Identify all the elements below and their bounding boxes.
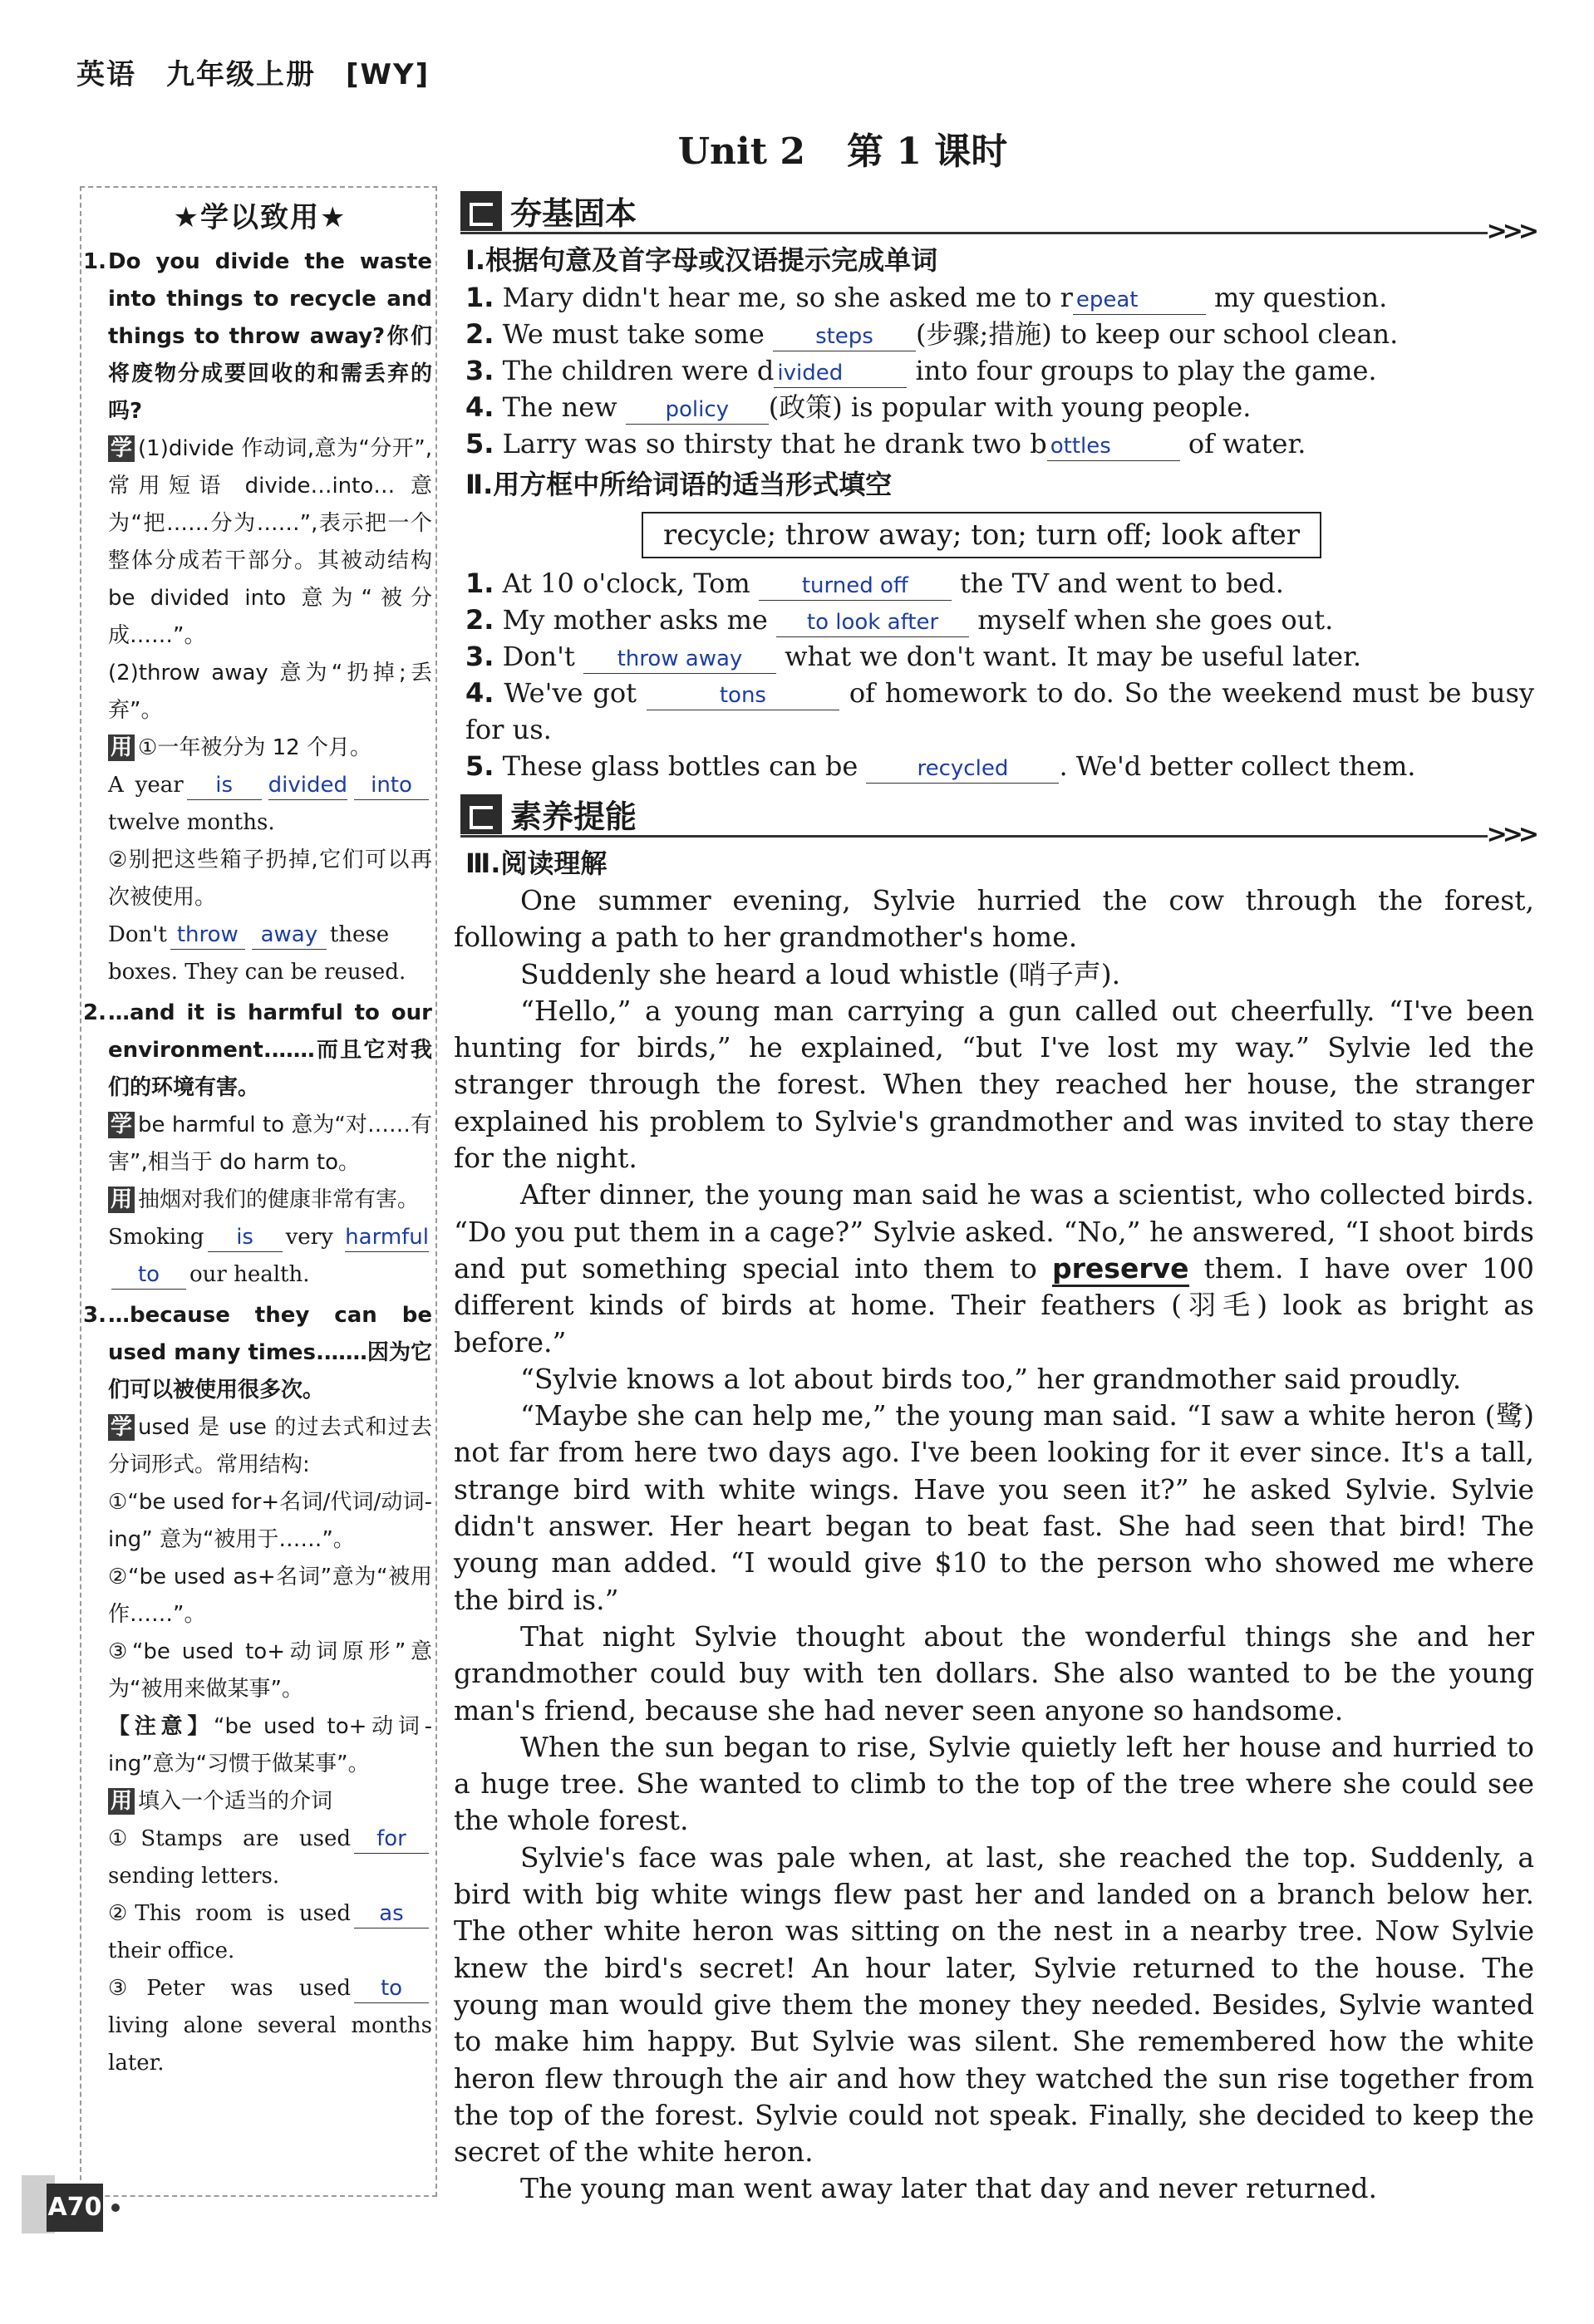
q1-explain-1: 学 (1)divide 作动词,意为“分开”,常用短语 divide…into… 意为“把……分为……”,表示把一个整体分成若干部分。其被动结构 be divided into 意为“被分成……”。 bbox=[108, 436, 432, 648]
answer-blank[interactable]: is bbox=[187, 771, 262, 800]
q3-explain-3: ③“be used to+动词原形”意为“被用来做某事”。 bbox=[108, 1639, 432, 1702]
reading-paragraph: “Hello,” a young man carrying a gun called out cheerfully. “I've been hunting for birds,” he explained, “but I've lost my way.” Sylvie led the stranger through the forest. When they reached her house, the stranger explained his problem to Sylvie's grandmother and was invited to stay there for the night. bbox=[454, 994, 1534, 1175]
answer-blank[interactable]: as bbox=[354, 1899, 429, 1928]
page-number: A70 bbox=[47, 2184, 103, 2232]
yong-mark: 用 bbox=[108, 1788, 135, 1815]
q1-exercise-2: Don't throw away these boxes. They can be reused. bbox=[108, 922, 406, 985]
q2-sentence: 2.…and it is harmful to our environment.……而且它对我们的环境有害。 bbox=[83, 1000, 432, 1100]
reading-paragraph: When the sun began to rise, Sylvie quietly left her house and hurried to a huge tree. She wanted to climb to the top of the tree where she could see the whole forest. bbox=[454, 1730, 1534, 1837]
part1-item-4: 4. The new policy (政策) is popular with young people. bbox=[465, 391, 1252, 423]
q2-practice: 用 抽烟对我们的健康非常有害。 bbox=[108, 1182, 432, 1219]
q1-exercise-1: A year is divided into twelve months. bbox=[108, 767, 432, 842]
q3-exercise-2: ②This room is used astheir office. bbox=[108, 1895, 432, 1970]
part2-item-5: 5. These glass bottles can be recycled . We'd better collect them. bbox=[465, 750, 1416, 782]
answer-blank[interactable]: to look after bbox=[776, 608, 969, 637]
reading-paragraph: That night Sylvie thought about the wonderful things she and her grandmother could buy with ten dollars. She also wanted to be the young man's friend, because she had never seen anyone so handsome. bbox=[454, 1619, 1534, 1727]
section-header-basics: 夯基固本 >>> bbox=[454, 184, 1534, 236]
q3-exercise-1: ①Stamps are used forsending letters. bbox=[108, 1820, 432, 1895]
answer-blank[interactable]: ottles bbox=[1047, 432, 1180, 461]
q3-explain-2: ②“be used as+名词”意为“被用作……”。 bbox=[108, 1565, 432, 1627]
answer-blank[interactable]: tons bbox=[647, 681, 839, 710]
arrows-icon: >>> bbox=[1486, 820, 1534, 849]
part2-item-1: 1. At 10 o'clock, Tom turned off the TV and went to bed. bbox=[465, 567, 1284, 599]
answer-blank[interactable]: for bbox=[354, 1825, 429, 1854]
section-header-skills: 素养提能 >>> bbox=[454, 788, 1534, 839]
part2-item-3: 3. Don't throw away what we don't want. It may be useful later. bbox=[465, 641, 1362, 672]
q3-explain-0: 学 used 是 use 的过去式和过去分词形式。常用结构: bbox=[108, 1415, 432, 1477]
q3-note: 【注意】“be used to+动词-ing”意为“习惯于做某事”。 bbox=[108, 1714, 432, 1776]
q3-practice: 用 填入一个适当的介词 bbox=[108, 1783, 432, 1820]
study-panel bbox=[80, 189, 437, 2082]
reading-paragraph: “Maybe she can help me,” the young man said. “I saw a white heron (鹭) not far from here two days ago. I've been looking for it ever since. It's a tall, strange bird with white wings. Have you seen it?” he asked Sylvie. Sylvie didn't answer. Her heart began to beat fast. She had seen that bird! The young man added. “I would give $10 to the person who showed me where the bird is.” bbox=[454, 1399, 1534, 1616]
q3-exercise-3: ③Peter was used toliving alone several months later. bbox=[108, 1976, 432, 2076]
yong-mark: 用 bbox=[108, 1187, 135, 1213]
answer-blank[interactable]: throw away bbox=[583, 645, 776, 674]
part1-item-1: 1. Mary didn't hear me, so she asked me to r epeat my question. bbox=[465, 282, 1388, 313]
arrows-icon: >>> bbox=[1486, 217, 1534, 246]
section-icon bbox=[460, 794, 502, 834]
answer-blank[interactable]: away bbox=[252, 921, 327, 950]
answer-blank[interactable]: steps bbox=[773, 322, 916, 351]
answer-blank[interactable]: policy bbox=[626, 396, 769, 425]
xue-mark: 学 bbox=[108, 435, 135, 462]
reading-paragraph: The young man went away later that day and never returned. bbox=[520, 2172, 1378, 2205]
reading-paragraph: After dinner, the young man said he was a scientist, who collected birds. “Do you put them in a cage?” Sylvie asked. “No,” he answered, “I shoot birds and put something special into them to preserve them. I have over 100 different kinds of birds at home. Their feathers (羽毛) look as bright as before.” bbox=[454, 1178, 1534, 1359]
q3-sentence: 3.…because they can be used many times.……因为它们可以被使用很多次。 bbox=[83, 1303, 432, 1403]
page-header: 英语 九年级上册 [WY] bbox=[76, 58, 430, 91]
xue-mark: 学 bbox=[108, 1112, 135, 1138]
reading-paragraph: “Sylvie knows a lot about birds too,” her grandmother said proudly. bbox=[520, 1362, 1462, 1395]
q1-practice-2: ②别把这些箱子扔掉,它们可以再次被使用。 bbox=[108, 848, 432, 910]
reading-paragraph: Sylvie's face was pale when, at last, she reached the top. Suddenly, a bird with big white wings flew past her and landed on a branch below her. The other white heron was sitting on the nest in a nearby tree. Now Sylvie knew the bird's secret! An hour later, Sylvie returned to the house. The young man would give them the money they needed. Besides, Sylvie wanted to make him happy. But Sylvie was silent. She remembered how the white heron flew through the air and how they watched the sun rise together from the top of the forest. Sylvie could not speak. Finally, she decided to keep the secret of the white heron. bbox=[454, 1840, 1534, 2169]
lesson-number: 第 1 课时 bbox=[847, 130, 1008, 173]
answer-blank[interactable]: harmful bbox=[345, 1223, 429, 1252]
answer-blank[interactable]: epeat bbox=[1073, 286, 1206, 315]
part1-item-3: 3. The children were d ivided into four groups to play the game. bbox=[465, 355, 1377, 386]
unit-number: Unit 2 bbox=[677, 130, 806, 173]
part2-item-2: 2. My mother asks me to look after myself when she goes out. bbox=[465, 604, 1334, 636]
answer-blank[interactable]: to bbox=[111, 1260, 186, 1290]
study-panel-title: ★学以致用★ bbox=[173, 201, 347, 234]
answer-blank[interactable]: turned off bbox=[759, 572, 952, 601]
q2-exercise: Smoking is very harmfulto our health. bbox=[108, 1219, 432, 1294]
q3-explain-1: ①“be used for+名词/代词/动词-ing” 意为“被用于……”。 bbox=[108, 1490, 432, 1552]
q2-explain: 学 be harmful to 意为“对……有害”,相当于 do harm to。 bbox=[108, 1113, 432, 1175]
answer-blank[interactable]: into bbox=[354, 771, 429, 800]
xue-mark: 学 bbox=[108, 1414, 135, 1441]
word-box: recycle; throw away; ton; turn off; look after bbox=[642, 512, 1321, 558]
answer-blank[interactable]: is bbox=[208, 1223, 283, 1252]
unit-title bbox=[0, 121, 1594, 174]
section-icon bbox=[460, 191, 502, 231]
q1-explain-2: (2)throw away 意为“扔掉;丢弃”。 bbox=[108, 661, 432, 723]
part1-item-2: 2. We must take some steps (步骤;措施) to keep our school clean. bbox=[465, 318, 1399, 350]
q1-practice-1: 用 ①一年被分为 12 个月。 bbox=[108, 730, 432, 767]
answer-blank[interactable]: recycled bbox=[866, 754, 1059, 784]
part3-title: Ⅲ.阅读理解 bbox=[465, 848, 608, 879]
answer-blank[interactable]: throw bbox=[170, 921, 245, 950]
exercise-column bbox=[454, 184, 1534, 2208]
answer-blank[interactable]: to bbox=[354, 1974, 429, 2003]
q1-sentence: 1.Do you divide the waste into things to recycle and things to throw away?你们将废物分成要回收的和需丢弃的吗? bbox=[83, 249, 432, 424]
dot-icon bbox=[111, 2204, 120, 2212]
reading-paragraph: One summer evening, Sylvie hurried the cow through the forest, following a path to her grandmother's home. bbox=[454, 884, 1534, 954]
part2-title: Ⅱ.用方框中所给词语的适当形式填空 bbox=[465, 469, 893, 500]
answer-blank[interactable]: divided bbox=[268, 771, 347, 800]
highlighted-word: preserve bbox=[1052, 1252, 1188, 1287]
reading-paragraph: Suddenly she heard a loud whistle (哨子声). bbox=[520, 957, 1121, 990]
yong-mark: 用 bbox=[108, 735, 135, 761]
part1-item-5: 5. Larry was so thirsty that he drank two b ottles of water. bbox=[465, 428, 1306, 459]
part2-item-4: 4. We've got tons of homework to do. So the weekend must be busy for us. bbox=[465, 677, 1535, 745]
part1-title: Ⅰ.根据句意及首字母或汉语提示完成单词 bbox=[465, 244, 938, 276]
answer-blank[interactable]: ivided bbox=[774, 359, 907, 388]
